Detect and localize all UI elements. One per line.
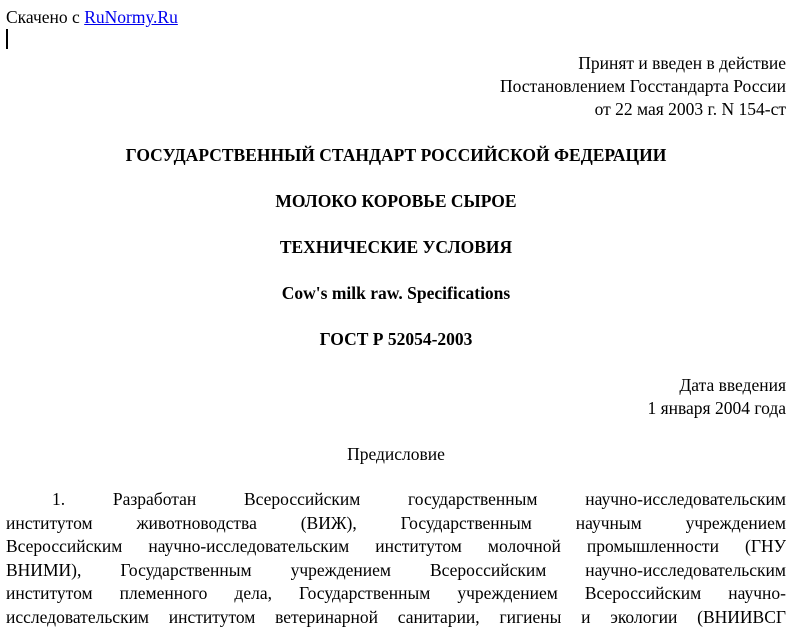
document-subtitle: ТЕХНИЧЕСКИЕ УСЛОВИЯ bbox=[0, 236, 792, 258]
adoption-line-1: Принят и введен в действие bbox=[578, 52, 786, 74]
source-line bbox=[6, 6, 178, 28]
preface-paragraph bbox=[6, 488, 786, 629]
adoption-line-2: Постановлением Госстандарта России bbox=[500, 75, 786, 97]
paragraph-line: институтом племенного дела, Государственным учреждением Всероссийским научно- bbox=[6, 582, 786, 606]
standard-code: ГОСТ Р 52054-2003 bbox=[0, 328, 792, 350]
paragraph-line: ВНИМИ), Государственным учреждением Всероссийским научно-исследовательским bbox=[6, 559, 786, 583]
introduction-date: 1 января 2004 года bbox=[647, 397, 786, 419]
document-title: МОЛОКО КОРОВЬЕ СЫРОЕ bbox=[0, 190, 792, 212]
adoption-line-3: от 22 мая 2003 г. N 154-ст bbox=[595, 98, 786, 120]
paragraph-line: 1. Разработан Всероссийским государственным научно-исследовательским bbox=[6, 488, 786, 512]
paragraph-line: Всероссийским научно-исследовательским институтом молочной промышленности (ГНУ bbox=[6, 535, 786, 559]
text-cursor bbox=[6, 29, 8, 49]
preface-heading: Предисловие bbox=[0, 443, 792, 465]
paragraph-line: исследовательским институтом ветеринарной санитарии, гигиены и экологии (ВНИИВСГ bbox=[6, 606, 786, 629]
english-title: Cow's milk raw. Specifications bbox=[0, 282, 792, 304]
paragraph-line: институтом животноводства (ВИЖ), Государственным научным учреждением bbox=[6, 512, 786, 536]
introduction-label: Дата введения bbox=[679, 374, 786, 396]
standard-type-heading: ГОСУДАРСТВЕННЫЙ СТАНДАРТ РОССИЙСКОЙ ФЕДЕРАЦИИ bbox=[0, 144, 792, 166]
source-prefix: Скачено с bbox=[6, 7, 84, 27]
runormy-link[interactable]: RuNormy.Ru bbox=[84, 7, 178, 27]
